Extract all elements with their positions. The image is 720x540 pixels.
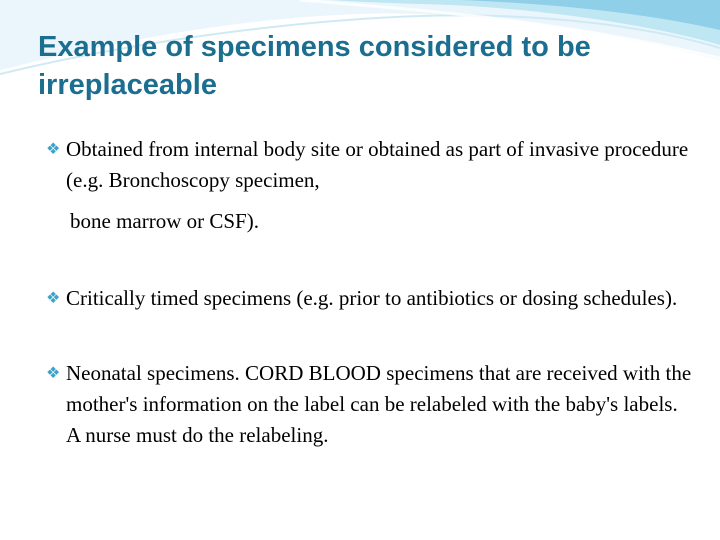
bullet-continuation: bone marrow or CSF). — [70, 209, 259, 233]
bullet-text: Obtained from internal body site or obtained as part of invasive procedure (e.g. Bronchoscopy specimen, — [66, 137, 689, 192]
bullet-text: Neonatal specimens. CORD BLOOD specimens that are received with the mother's information on the label can be relabeled with the baby's labels. A nurse must do the relabeling. — [66, 361, 692, 447]
diamond-bullet-icon: ❖ — [46, 141, 61, 158]
bullet-text: Critically timed specimens (e.g. prior to antibiotics or dosing schedules). — [66, 286, 678, 310]
slide-title: Example of specimens considered to be irreplaceable — [38, 31, 591, 101]
bullet-item — [44, 283, 694, 314]
bullet-item — [44, 358, 694, 451]
bullet-list — [44, 134, 694, 451]
diamond-bullet-icon: ❖ — [46, 365, 61, 382]
bullet-item — [44, 134, 694, 196]
diamond-bullet-icon: ❖ — [46, 290, 61, 307]
